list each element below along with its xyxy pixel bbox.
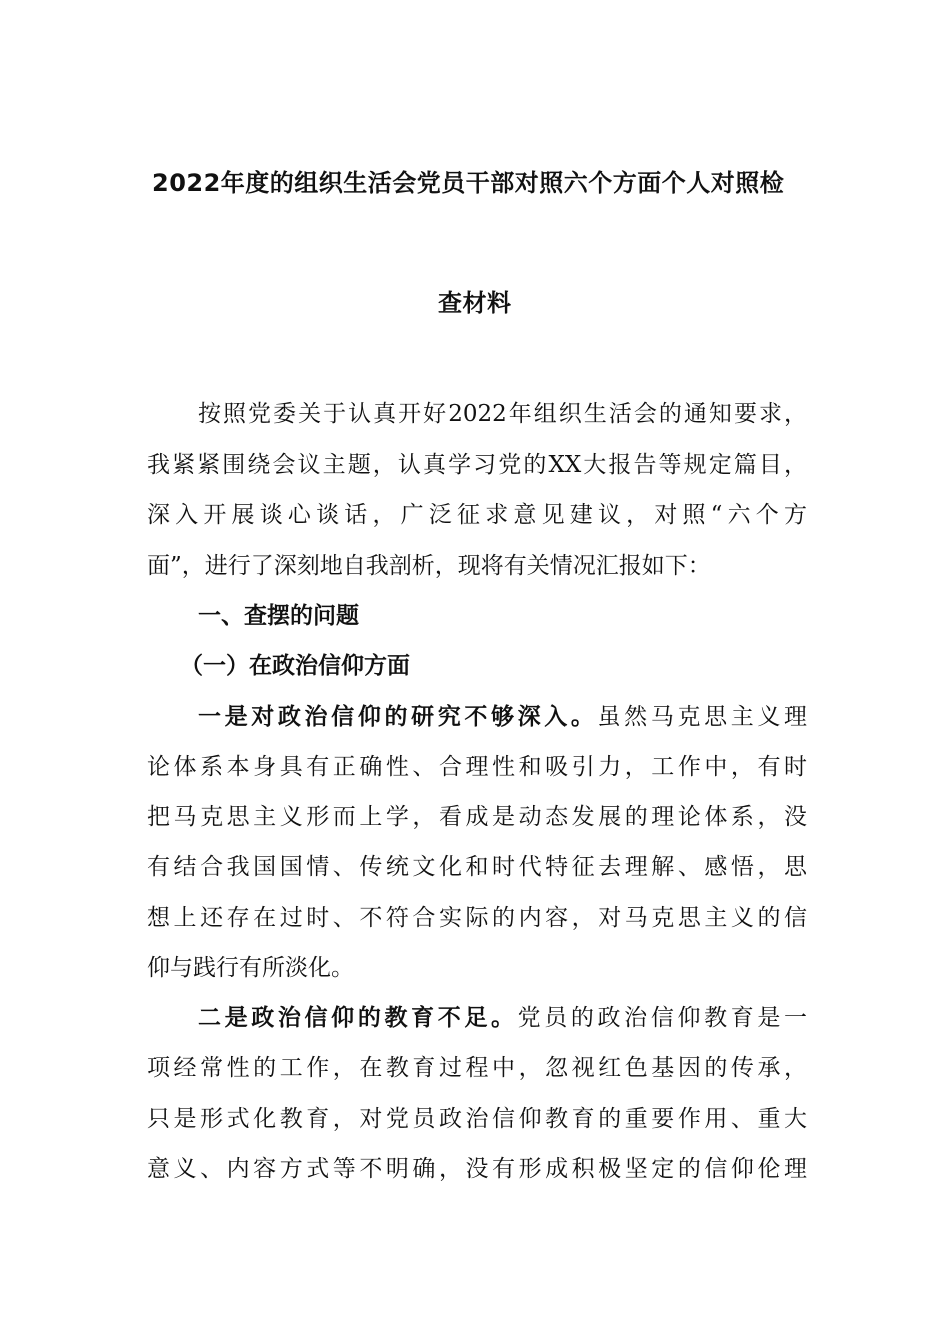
point1-first-line-rest: 虽然马克思主义理 [597, 704, 808, 730]
document-title-line-2: 查材料 [438, 289, 512, 317]
intro-line: 按照党委关于认真开好2022年组织生活会的通知要求， [198, 401, 807, 427]
point2-line: 项经常性的工作，在教育过程中，忽视红色基因的传承， [147, 1055, 807, 1081]
point1-line: 有结合我国国情、传统文化和时代特征去理解、感悟，思 [147, 854, 807, 880]
subsection-heading: （一）在政治信仰方面 [180, 653, 410, 679]
point1-line: 想上还存在过时、不符合实际的内容，对马克思主义的信 [147, 905, 807, 931]
point1-first-line [198, 702, 807, 732]
point2-first-line [198, 1003, 807, 1033]
intro-line: 深入开展谈心谈话，广泛征求意见建议，对照“六个方 [147, 502, 807, 528]
point1-lead: 一是对政治信仰的研究不够深入。 [198, 704, 598, 730]
section-heading: 一、查摆的问题 [198, 603, 359, 629]
point2-lead: 二是政治信仰的教育不足。 [198, 1005, 518, 1031]
point1-line: 把马克思主义形而上学，看成是动态发展的理论体系，没 [147, 804, 807, 830]
point2-first-line-rest: 党员的政治信仰教育是一 [517, 1005, 808, 1031]
point2-line: 只是形式化教育，对党员政治信仰教育的重要作用、重大 [147, 1106, 807, 1132]
point1-line: 论体系本身具有正确性、合理性和吸引力，工作中，有时 [147, 754, 807, 780]
intro-line: 面”，进行了深刻地自我剖析，现将有关情况汇报如下： [147, 553, 711, 579]
point2-line: 意义、内容方式等不明确，没有形成积极坚定的信仰伦理 [147, 1156, 807, 1182]
point1-line: 仰与践行有所淡化。 [147, 955, 354, 981]
intro-line: 我紧紧围绕会议主题，认真学习党的XX大报告等规定篇目， [147, 452, 807, 478]
document-title-line-1: 2022年度的组织生活会党员干部对照六个方面个人对照检 [152, 169, 785, 197]
